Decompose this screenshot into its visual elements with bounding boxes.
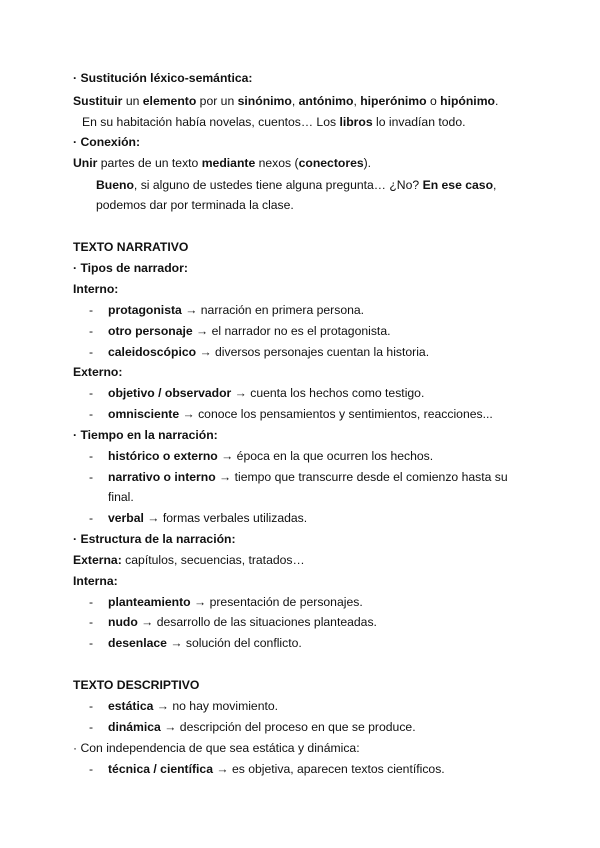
- description: → tiempo que transcurre desde el comienzo hasta su: [215, 470, 508, 484]
- description: → el narrador no es el protagonista.: [192, 324, 391, 338]
- label-interno: Interno:: [73, 282, 119, 296]
- bullet-dash: -: [89, 636, 94, 650]
- sustitucion-example: [82, 114, 466, 130]
- heading-sustitucion: · Sustitución léxico-semántica:: [73, 71, 253, 85]
- conexion-definition: [73, 155, 371, 171]
- term: estática: [108, 699, 154, 713]
- description: → presentación de personajes.: [190, 595, 363, 609]
- description: → cuenta los hechos como testigo.: [231, 386, 425, 400]
- text: ).: [363, 156, 372, 170]
- conexion-example-line1: [96, 177, 496, 193]
- label-interna: Interna:: [73, 574, 118, 588]
- sustitucion-definition: [73, 93, 498, 109]
- text: ,: [353, 94, 361, 108]
- term: Sustituir: [73, 94, 123, 108]
- description: → desarrollo de las situaciones planteadas.: [137, 615, 377, 629]
- term: antónimo: [298, 94, 354, 108]
- bullet-dash: -: [89, 762, 94, 776]
- bullet-dash: -: [89, 699, 94, 713]
- bullet-dash: -: [89, 720, 94, 734]
- text: o: [426, 94, 441, 108]
- description: → no hay movimiento.: [153, 699, 279, 713]
- term: nudo: [108, 615, 138, 629]
- bullet-dash: -: [89, 386, 94, 400]
- text: un: [122, 94, 143, 108]
- description: → época en la que ocurren los hechos.: [217, 449, 434, 463]
- term: protagonista: [108, 303, 182, 317]
- text: nexos (: [255, 156, 299, 170]
- term: conectores: [298, 156, 364, 170]
- description: → diversos personajes cuentan la historia.: [196, 345, 430, 359]
- label-externa: Externa:: [73, 553, 122, 567]
- text: partes de un texto: [97, 156, 202, 170]
- text: lo invadían todo.: [372, 115, 466, 129]
- term: dinámica: [108, 720, 161, 734]
- descriptivo-note: · Con independencia de que sea estática y dinámica:: [73, 741, 360, 755]
- bullet-dash: -: [89, 511, 94, 525]
- description: → narración en primera persona.: [181, 303, 365, 317]
- list-item-continuation: final.: [108, 490, 134, 504]
- bullet-dash: -: [89, 303, 94, 317]
- text: , si alguno de ustedes tiene alguna pregunta… ¿No?: [133, 178, 423, 192]
- text: por un: [196, 94, 238, 108]
- description: → formas verbales utilizadas.: [143, 511, 308, 525]
- term: hiperónimo: [360, 94, 427, 108]
- description: → descripción del proceso en que se produce.: [160, 720, 416, 734]
- term: En ese caso: [422, 178, 494, 192]
- heading-tiempo-narracion: · Tiempo en la narración:: [73, 428, 218, 442]
- term: omnisciente: [108, 407, 180, 421]
- bullet-dash: -: [89, 470, 94, 484]
- term: técnica / científica: [108, 762, 213, 776]
- title-texto-narrativo: TEXTO NARRATIVO: [73, 240, 189, 254]
- term: sinónimo: [237, 94, 292, 108]
- term: otro personaje: [108, 324, 193, 338]
- text: ,: [291, 94, 299, 108]
- text: En su habitación había novelas, cuentos… Los: [82, 115, 340, 129]
- description: → es objetiva, aparecen textos científicos.: [213, 762, 445, 776]
- bullet-dash: -: [89, 615, 94, 629]
- term: planteamiento: [108, 595, 191, 609]
- bullet-dash: -: [89, 595, 94, 609]
- term: libros: [339, 115, 373, 129]
- heading-conexion: · Conexión:: [73, 135, 141, 149]
- text: .: [494, 94, 499, 108]
- conexion-example-line2: podemos dar por terminada la clase.: [96, 198, 294, 212]
- term: hipónimo: [440, 94, 495, 108]
- term: verbal: [108, 511, 144, 525]
- term: narrativo o interno: [108, 470, 216, 484]
- term: histórico o externo: [108, 449, 218, 463]
- bullet-dash: -: [89, 407, 94, 421]
- description: → solución del conflicto.: [166, 636, 302, 650]
- bullet-dash: -: [89, 449, 94, 463]
- term: elemento: [142, 94, 197, 108]
- term: mediante: [201, 156, 256, 170]
- term: Bueno: [96, 178, 134, 192]
- term: desenlace: [108, 636, 167, 650]
- label-externo: Externo:: [73, 365, 123, 379]
- description: → conoce los pensamientos y sentimientos, reacciones...: [179, 407, 493, 421]
- description: capítulos, secuencias, tratados…: [121, 553, 305, 567]
- term: caleidoscópico: [108, 345, 197, 359]
- heading-estructura-narracion: · Estructura de la narración:: [73, 532, 236, 546]
- bullet-dash: -: [89, 345, 94, 359]
- externa-line: [73, 552, 305, 568]
- term: objetivo / observador: [108, 386, 232, 400]
- text: ,: [493, 178, 497, 192]
- heading-tipos-narrador: · Tipos de narrador:: [73, 261, 188, 275]
- term: Unir: [73, 156, 98, 170]
- title-texto-descriptivo: TEXTO DESCRIPTIVO: [73, 678, 200, 692]
- bullet-dash: -: [89, 324, 94, 338]
